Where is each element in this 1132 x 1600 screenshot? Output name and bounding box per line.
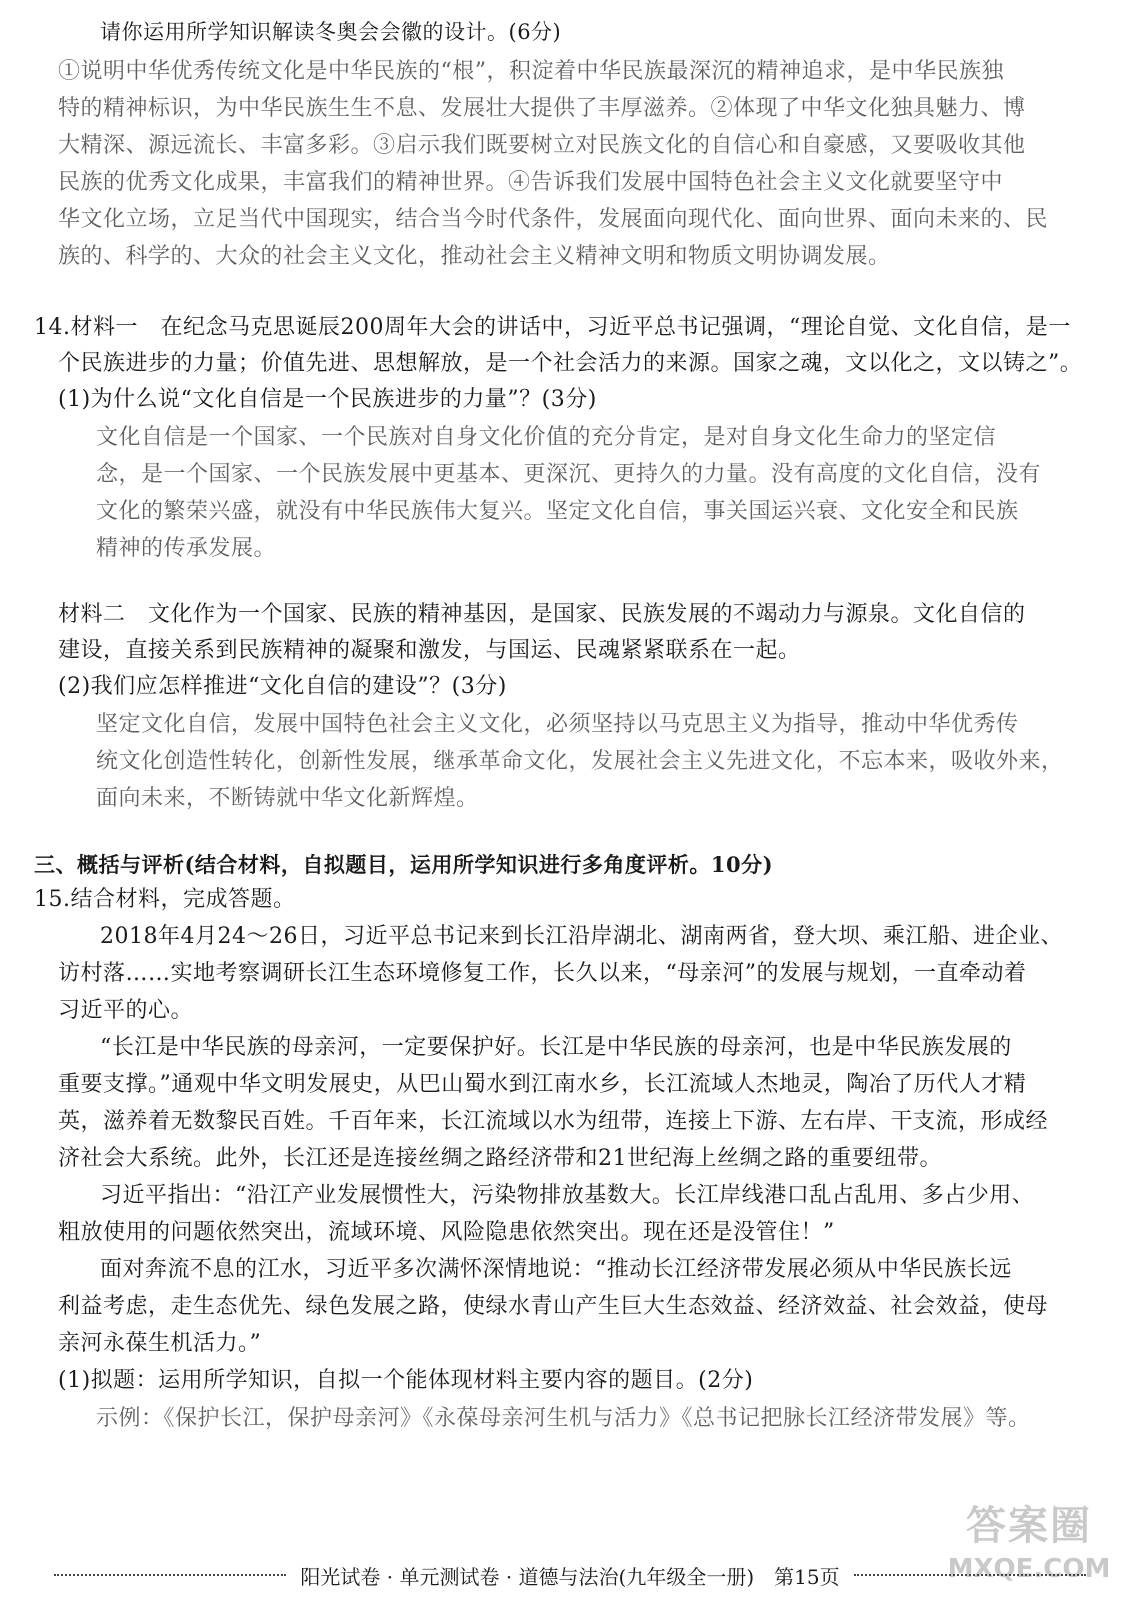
q15-answer-1: 示例：《保护长江，保护母亲河》《永葆母亲河生机与活力》《总书记把脉长江经济带发展》等。 (96, 1406, 1031, 1431)
q13-answer-line-4: 民族的优秀文化成果，丰富我们的精神世界。④告诉我们发展中国特色社会主义文化就要坚守中 (58, 170, 1004, 195)
q13-answer-line-2: 特的精神标识，为中华民族生生不息、发展壮大提供了丰厚滋养。②体现了中华文化独具魅力、博 (58, 96, 1026, 121)
q14-material1-line-1: 14.材料一 在纪念马克思诞辰200周年大会的讲话中，习近平总书记强调，“理论自觉、文化自信，是一 (34, 315, 1071, 340)
section3-heading: 三、概括与评析(结合材料，自拟题目，运用所学知识进行多角度评析。10分) (34, 852, 774, 877)
q13-answer-line-3: 大精深、源远流长、丰富多彩。③启示我们既要树立对民族文化的自信心和自豪感，又要吸收其他 (58, 133, 1026, 158)
q15-material-line-5: 重要支撑。”通观中华文明发展史，从巴山蜀水到江南水乡，长江流域人杰地灵，陶冶了历代人才精 (58, 1072, 1027, 1097)
q15-material-line-12: 亲河永葆生机活力。” (58, 1331, 262, 1356)
q15-material-line-1: 2018年4月24～26日，习近平总书记来到长江沿岸湖北、湖南两省，登大坝、乘江船、进企业、 (100, 924, 1063, 949)
watermark-url: MXQE.COM (947, 1554, 1111, 1584)
q14-answer2-line-1: 坚定文化自信，发展中国特色社会主义文化，必须坚持以马克思主义为指导，推动中华优秀传 (96, 712, 1019, 737)
footer-divider-right (854, 1574, 1086, 1576)
q14-answer2-line-3: 面向未来，不断铸就中华文化新辉煌。 (96, 786, 479, 811)
q15-material-line-4: “长江是中华民族的母亲河，一定要保护好。长江是中华民族的母亲河，也是中华民族发展的 (100, 1035, 1012, 1060)
footer-text: 阳光试卷 · 单元测试卷 · 道德与法治(九年级全一册) 第15页 (300, 1564, 840, 1589)
q14-answer1-line-1: 文化自信是一个国家、一个民族对自身文化价值的充分肯定，是对自身文化生命力的坚定信 (96, 425, 997, 450)
page-footer (40, 1560, 1100, 1590)
q14-answer1-line-3: 文化的繁荣兴盛，就没有中华民族伟大复兴。坚定文化自信，事关国运兴衰、文化安全和民族 (96, 499, 1019, 524)
q14-material1-line-2: 个民族进步的力量；价值先进、思想解放，是一个社会活力的来源。国家之魂，文以化之，文以铸之”。 (58, 351, 1083, 376)
q14-answer1-line-2: 念，是一个国家、一个民族发展中更基本、更深沉、更持久的力量。没有高度的文化自信，没有 (96, 462, 1042, 487)
q14-answer1-line-4: 精神的传承发展。 (96, 536, 277, 561)
q13-prompt: 请你运用所学知识解读冬奥会会徽的设计。(6分) (100, 20, 562, 44)
q15-question-1: (1)拟题：运用所学知识，自拟一个能体现材料主要内容的题目。(2分) (58, 1368, 754, 1393)
q15-material-line-7: 济社会大系统。此外，长江还是连接丝绸之路经济带和21世纪海上丝绸之路的重要纽带。 (58, 1146, 942, 1171)
q14-material2-line-1: 材料二 文化作为一个国家、民族的精神基因，是国家、民族发展的不竭动力与源泉。文化自信的 (58, 602, 1026, 627)
q14-question-2: (2)我们应怎样推进“文化自信的建设”？(3分) (58, 674, 507, 699)
q13-answer-line-1: ①说明中华优秀传统文化是中华民族的“根”，积淀着中华民族最深沉的精神追求，是中华民族独 (58, 59, 1004, 84)
q15-material-line-2: 访村落……实地考察调研长江生态环境修复工作，长久以来，“母亲河”的发展与规划，一直牵动着 (58, 961, 1027, 986)
q15-material-line-10: 面对奔流不息的江水，习近平多次满怀深情地说：“推动长江经济带发展必须从中华民族长远 (100, 1257, 1012, 1282)
q15-material-line-11: 利益考虑，走生态优先、绿色发展之路，使绿水青山产生巨大生态效益、经济效益、社会效益，使母 (58, 1294, 1049, 1319)
q15-material-line-9: 粗放使用的问题依然突出，流域环境、风险隐患依然突出。现在还是没管住！” (58, 1220, 835, 1245)
q15-intro: 15.结合材料，完成答题。 (34, 887, 296, 912)
q14-answer2-line-2: 统文化创造性转化，创新性发展，继承革命文化，发展社会主义先进文化，不忘本来，吸收外来， (96, 749, 1064, 774)
q14-question-1: (1)为什么说“文化自信是一个民族进步的力量”？(3分) (58, 387, 597, 412)
q13-answer-line-5: 华文化立场，立足当代中国现实，结合当今时代条件，发展面向现代化、面向世界、面向未来的、民 (58, 207, 1049, 232)
q15-material-line-6: 英，滋养着无数黎民百姓。千百年来，长江流域以水为纽带，连接上下游、左右岸、干支流，形成经 (58, 1109, 1049, 1134)
footer-divider-left (54, 1574, 286, 1576)
q13-answer-line-6: 族的、科学的、大众的社会主义文化，推动社会主义精神文明和物质文明协调发展。 (58, 244, 891, 269)
q15-material-line-8: 习近平指出：“沿江产业发展惯性大，污染物排放基数大。长江岸线港口乱占乱用、多占少用、 (100, 1183, 1035, 1208)
q15-material-line-3: 习近平的心。 (58, 998, 194, 1023)
q14-material2-line-2: 建设，直接关系到民族精神的凝聚和激发，与国运、民魂紧紧联系在一起。 (58, 638, 801, 663)
watermark-title: 答案圈 (966, 1503, 1092, 1549)
